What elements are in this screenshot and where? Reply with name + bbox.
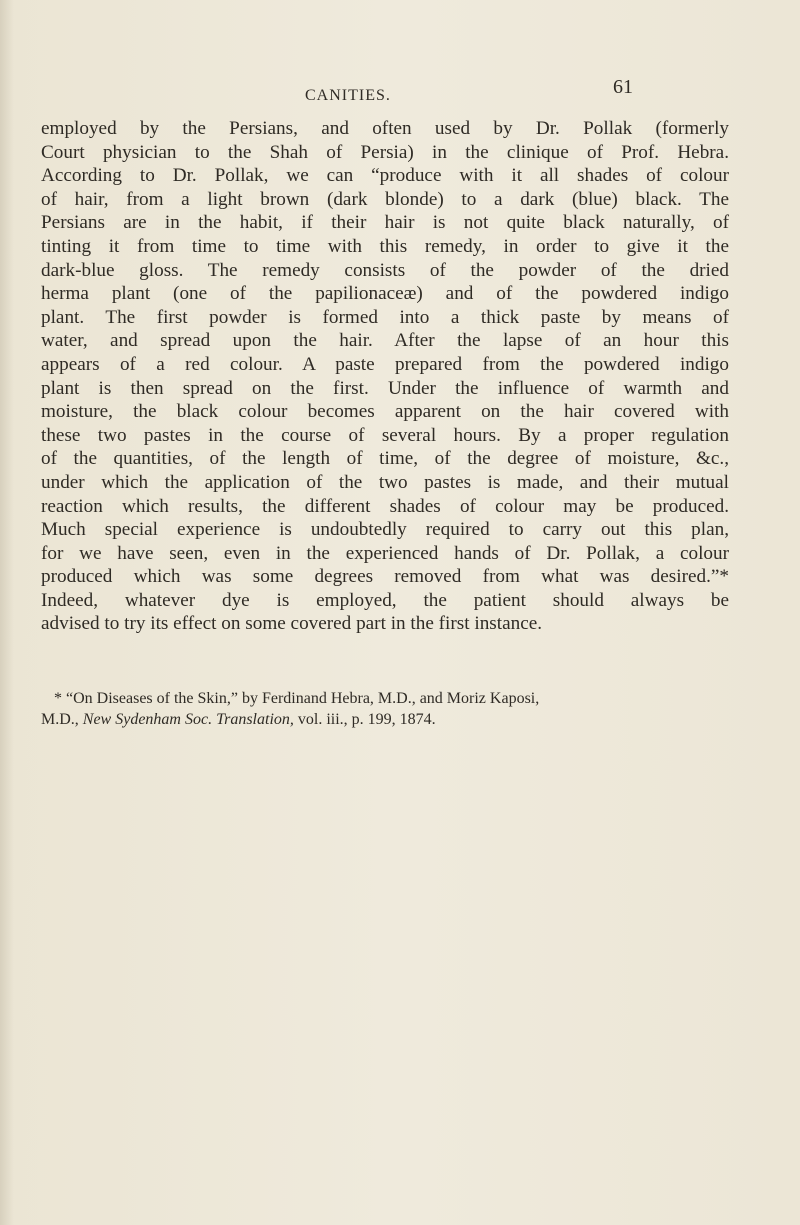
footnote-author-suffix: M.D.,	[41, 711, 79, 728]
text-line: According to Dr. Pollak, we can “produce with it all shades of colour	[41, 165, 729, 187]
running-title: CANITIES.	[305, 87, 391, 104]
footnote-line-1	[41, 688, 729, 709]
text-line: Persians are in the habit, if their hair is not quite black naturally, of	[41, 212, 729, 234]
text-line: Court physician to the Shah of Persia) in the clinique of Prof. Hebra.	[41, 141, 729, 163]
text-line: Indeed, whatever dye is employed, the patient should always be	[41, 589, 729, 611]
text-line: dark-blue gloss. The remedy consists of the powder of the dried	[41, 259, 729, 281]
text-line: of the quantities, of the length of time, of the degree of moisture, &c.,	[41, 448, 729, 470]
text-line: water, and spread upon the hair. After the lapse of an hour this	[41, 330, 729, 352]
text-line: these two pastes in the course of several hours. By a proper regulation	[41, 424, 729, 446]
page-header	[0, 76, 800, 116]
footnote-publication: New Sydenham Soc. Translation,	[82, 711, 294, 728]
text-line: for we have seen, even in the experienced hands of Dr. Pollak, a colour	[41, 542, 729, 564]
text-line: of hair, from a light brown (dark blonde) to a dark (blue) black. The	[41, 188, 729, 210]
page-gutter-shadow	[0, 0, 14, 1225]
text-line: moisture, the black colour becomes apparent on the hair covered with	[41, 401, 729, 423]
text-line: employed by the Persians, and often used by Dr. Pollak (formerly	[41, 118, 729, 139]
footnote	[41, 688, 729, 730]
text-line: Much special experience is undoubtedly required to carry out this plan,	[41, 519, 729, 541]
text-line: plant. The first powder is formed into a thick paste by means of	[41, 306, 729, 328]
body-paragraph	[41, 117, 729, 636]
text-line: reaction which results, the different shades of colour may be produced.	[41, 495, 729, 517]
text-line: appears of a red colour. A paste prepared from the powdered indigo	[41, 353, 729, 375]
footnote-volume: vol. iii., p. 199, 1874.	[297, 711, 436, 728]
footnote-line-2	[41, 709, 729, 730]
text-line: tinting it from time to time with this remedy, in order to give it the	[41, 235, 729, 257]
page-number: 61	[613, 76, 633, 98]
text-line: herma plant (one of the papilionaceæ) and of the powdered indigo	[41, 283, 729, 305]
text-line: plant is then spread on the first. Under the influence of warmth and	[41, 377, 729, 399]
footnote-marker: *	[54, 690, 62, 707]
text-line: produced which was some degrees removed from what was desired.”*	[41, 566, 729, 588]
footnote-citation: “On Diseases of the Skin,” by Ferdinand Hebra, M.D., and Moriz Kaposi,	[66, 690, 540, 707]
text-line: advised to try its effect on some covered part in the first instance.	[41, 613, 543, 635]
text-line: under which the application of the two pastes is made, and their mutual	[41, 471, 729, 493]
